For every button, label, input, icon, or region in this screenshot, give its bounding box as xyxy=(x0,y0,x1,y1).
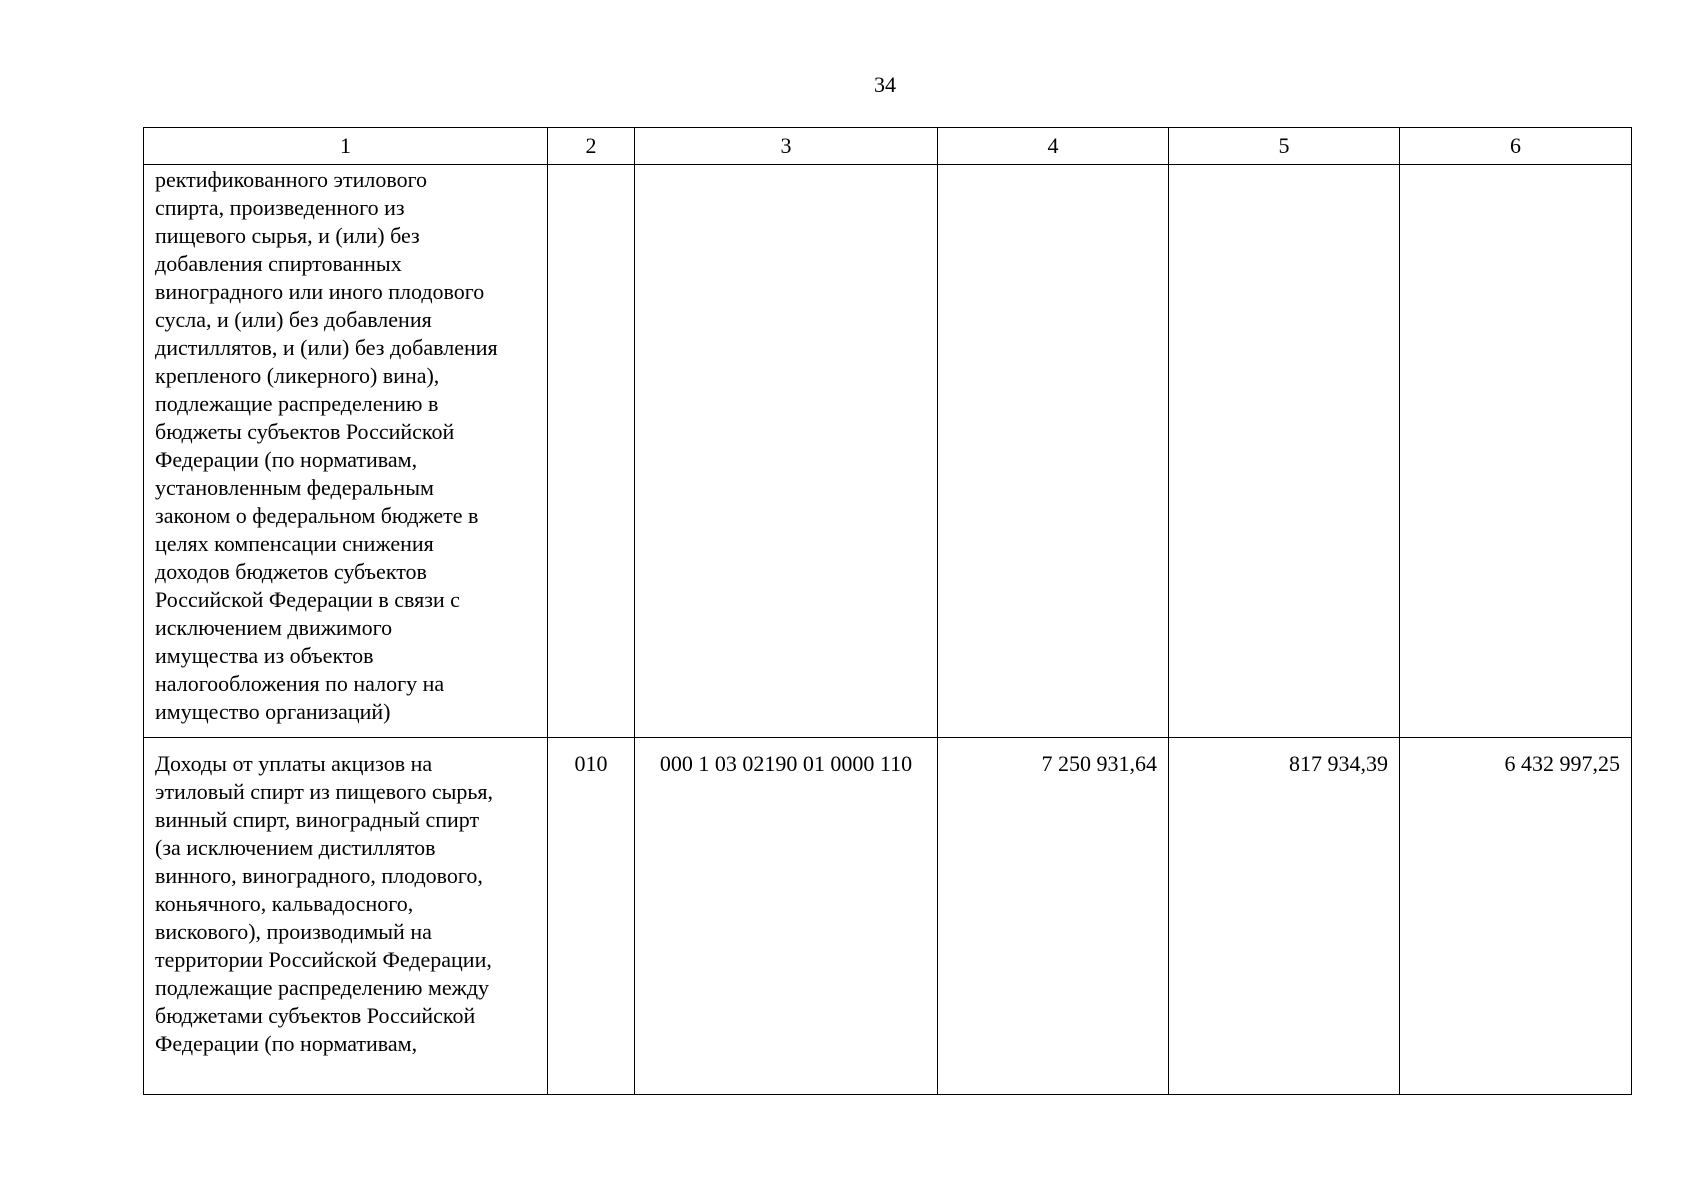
table-row xyxy=(144,165,1632,738)
header-row xyxy=(144,128,1632,165)
row-description: Доходы от уплаты акцизов на этиловый спирт из пищевого сырья, винный спирт, виноградный спирт (за исключением дистиллятов винного, виноградного, плодового, коньячного, кальвадосного, вискового), производимый на территории Российской Федерации, подлежащие распределению между бюджетами субъектов Российской Федерации (по нормативам, xyxy=(155,751,494,1056)
value-cell-col4: 7 250 931,64 xyxy=(938,738,1169,1095)
column-header-3: 3 xyxy=(635,128,938,165)
value-cell-col6: 6 432 997,25 xyxy=(1400,738,1632,1095)
column-header-4: 4 xyxy=(938,128,1169,165)
row-description-cell xyxy=(144,165,548,738)
line-code-cell: 010 xyxy=(548,738,635,1095)
column-header-2: 2 xyxy=(548,128,635,165)
value-cell-col4 xyxy=(938,165,1169,738)
line-code-cell xyxy=(548,165,635,738)
budget-code-cell: 000 1 03 02190 01 0000 110 xyxy=(635,738,938,1095)
budget-code-cell xyxy=(635,165,938,738)
value-cell-col6 xyxy=(1400,165,1632,738)
row-description-cell xyxy=(144,738,548,1095)
column-header-1: 1 xyxy=(144,128,548,165)
page-number: 34 xyxy=(874,72,896,97)
column-header-6: 6 xyxy=(1400,128,1632,165)
revenue-table xyxy=(143,127,1632,1095)
value-cell-col5 xyxy=(1169,165,1400,738)
row-description: ректификованного этилового спирта, произведенного из пищевого сырья, и (или) без добавления спиртованных виноградного или иного плодового сусла, и (или) без добавления дистиллятов, и (или) без добавления крепленого (ликерного) вина), подлежащие распределению в бюджеты субъектов Российской Федерации (по нормативам, установленным федеральным законом о федеральном бюджете в целях компенсации снижения доходов бюджетов субъектов Российской Федерации в связи с исключением движимого имущества из объектов налогообложения по налогу на имущество организаций) xyxy=(155,167,498,724)
value-cell-col5: 817 934,39 xyxy=(1169,738,1400,1095)
table-row xyxy=(144,738,1632,1095)
column-header-5: 5 xyxy=(1169,128,1400,165)
